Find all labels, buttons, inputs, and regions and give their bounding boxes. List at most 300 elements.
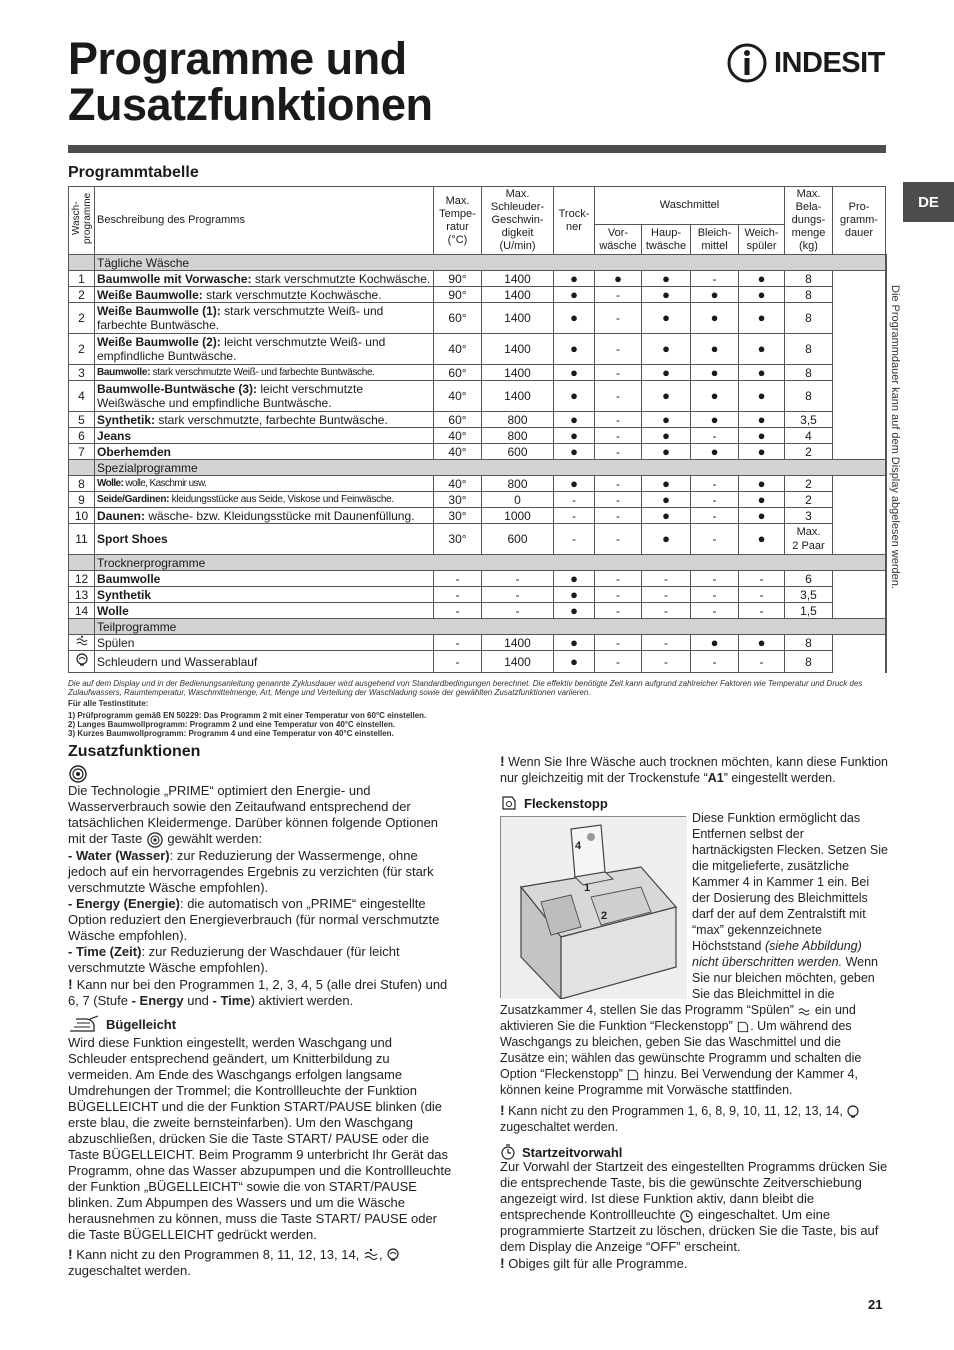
row-number: 4	[69, 381, 95, 412]
cell-soft: ●	[739, 492, 785, 508]
cell-pre: -	[595, 287, 642, 303]
cell-dry: ●	[554, 334, 595, 365]
table-row	[69, 492, 887, 508]
program-name: Baumwolle-Buntwäsche (3):	[97, 382, 258, 396]
cell-spin: 1400	[482, 635, 554, 651]
cell-main: ●	[642, 271, 691, 287]
cell-temp: 40°	[434, 444, 482, 460]
program-detail: wolle, Kaschmir usw.	[123, 477, 207, 489]
cell-bleach: -	[691, 603, 739, 619]
cell-pre: -	[595, 524, 642, 555]
cell-soft: ●	[739, 444, 785, 460]
ironing-text: Wird diese Funktion eingestellt, werden Waschgang und Schleuder entsprechend geändert, um Knitterbildung zu vermeiden. Am Ende des Waschgangs erfolgen langsame Umdrehungen der Trommel; die Kontrollleuchte der Funktion BÜGELLEICHT und die der Funktion START/PAUSE blinken (die erste blau, die zweite bernsteinfarben). Um den Waschgang abzuschließen, drücken Sie die Taste START/ PAUSE oder die Taste BÜGELLEICHT. Beim Programm 9 unterbricht Ihr Gerät das Programm, ohne das Wasser abzupumpen und die Kontrollleuchte der Funktion „BÜGELLEICHT“ sowie die von START/PAUSE blinken. Zum Abpumpen des Wassers und um die Wäsche herausnehmen zu können, muss die Taste START/ PAUSE oder die Taste BÜGELLEICHT gedrückt werden.	[68, 1034, 452, 1242]
cell-spin: 600	[482, 524, 554, 555]
table-row	[69, 524, 887, 555]
row-number: 3	[69, 365, 95, 381]
cell-bleach: ●	[691, 381, 739, 412]
cell-temp: 30°	[434, 492, 482, 508]
program-name: Daunen:	[97, 508, 145, 523]
section-title: Trocknerprogramme	[95, 555, 886, 571]
cell-main: -	[642, 635, 691, 651]
cell-bleach: -	[691, 651, 739, 673]
cell-pre: -	[595, 635, 642, 651]
row-description	[95, 334, 434, 365]
cell-main: -	[642, 571, 691, 587]
cell-main: -	[642, 651, 691, 673]
prime-warning: ! Kann nur bei den Programmen 1, 2, 3, 4, 5 (alle drei Stufen) und 6, 7 (Stufe - Energy und - Time) aktiviert werden.	[68, 975, 448, 1008]
cell-soft: ●	[739, 508, 785, 524]
cell-load: 2	[785, 444, 833, 460]
row-description	[95, 476, 434, 492]
prime-energy: - Energy (Energie): die automatisch von „PRIME“ eingestellte Option reduziert den Energieverbrauch (für normal verschmutzte Wäsche empfohlen).	[68, 895, 440, 943]
section-row	[69, 460, 887, 476]
row-number: 5	[69, 412, 95, 428]
cell-bleach: ●	[691, 412, 739, 428]
stain-text-full: Zusatzkammer 4, stellen Sie das Programm “Spülen” ein und aktivieren Sie die Funktion “Fleckenstopp” . Um während des Waschgangs zu bleichen, geben Sie das Waschmittel und die Zusätze ein; wählen das gewünschte Programm und schalten die Option “Fleckenstopp” hinzu. Bei Verwendung der Kammer 4, können keine Programme mit Vorwäsche stattfinden. ! Kann nicht zu den Programmen 1, 6, 8, 9, 10, 11, 12, 13, 14, zugeschaltet werden.	[500, 1002, 888, 1135]
cell-spin: 800	[482, 476, 554, 492]
cell-load: 2	[785, 492, 833, 508]
header-bleach: Bleich-mittel	[691, 225, 739, 255]
stain-heading: Fleckenstopp	[500, 794, 608, 812]
program-table	[68, 186, 901, 673]
row-description	[95, 381, 434, 412]
cell-bleach: -	[691, 492, 739, 508]
program-name: Synthetik	[97, 587, 152, 602]
table-row	[69, 571, 887, 587]
dispenser-diagram	[500, 816, 686, 998]
cell-main: ●	[642, 508, 691, 524]
cell-soft: -	[739, 651, 785, 673]
cell-dry: ●	[554, 635, 595, 651]
cell-main: ●	[642, 412, 691, 428]
row-number: 7	[69, 444, 95, 460]
cell-dry: ●	[554, 428, 595, 444]
cell-bleach: -	[691, 587, 739, 603]
section-row	[69, 255, 887, 271]
cell-dry: ●	[554, 303, 595, 334]
cell-pre: -	[595, 508, 642, 524]
row-description	[95, 508, 434, 524]
dispenser-illustration	[501, 817, 687, 999]
cell-temp: 40°	[434, 476, 482, 492]
row-number: 14	[69, 603, 95, 619]
cell-soft: ●	[739, 365, 785, 381]
cell-load: 3	[785, 508, 833, 524]
cell-main: ●	[642, 287, 691, 303]
cell-dry: -	[554, 508, 595, 524]
table-row	[69, 428, 887, 444]
table-row	[69, 381, 887, 412]
row-description	[95, 303, 434, 334]
cell-bleach: -	[691, 428, 739, 444]
cell-main: ●	[642, 476, 691, 492]
table-row	[69, 287, 887, 303]
row-number: 10	[69, 508, 95, 524]
cell-soft: -	[739, 587, 785, 603]
spin-icon	[386, 1248, 400, 1262]
cell-temp: -	[434, 571, 482, 587]
rinse-icon	[797, 1005, 811, 1017]
stain-icon	[626, 1068, 640, 1082]
cell-bleach: -	[691, 524, 739, 555]
cell-dry: -	[554, 524, 595, 555]
cell-main: ●	[642, 428, 691, 444]
cell-soft: ●	[739, 428, 785, 444]
cell-dry: ●	[554, 571, 595, 587]
row-number	[69, 651, 95, 673]
footnote-2: 2) Langes Baumwollprogramm: Programm 2 und eine Temperatur von 40°C einstellen.	[68, 720, 396, 729]
cell-load: 3,5	[785, 587, 833, 603]
cell-main: ●	[642, 444, 691, 460]
footnote-3: 3) Kurzes Baumwollprogramm: Programm 4 und eine Temperatur von 40°C einstellen.	[68, 729, 394, 738]
cell-pre: ●	[595, 271, 642, 287]
cell-main: ●	[642, 524, 691, 555]
cell-soft: ●	[739, 412, 785, 428]
cell-dry: ●	[554, 381, 595, 412]
program-name: Baumwolle	[97, 571, 161, 586]
cell-main: ●	[642, 303, 691, 334]
table-row	[69, 412, 887, 428]
cell-main: ●	[642, 492, 691, 508]
rinse-icon	[363, 1248, 379, 1262]
header-detergent: Waschmittel	[595, 187, 785, 225]
cell-spin: -	[482, 571, 554, 587]
cell-main: -	[642, 587, 691, 603]
cell-bleach: -	[691, 571, 739, 587]
program-name: Synthetik:	[97, 412, 156, 427]
row-number: 6	[69, 428, 95, 444]
table-row	[69, 365, 887, 381]
cell-soft: ●	[739, 334, 785, 365]
table-row	[69, 303, 887, 334]
cell-dry: ●	[554, 287, 595, 303]
extras-heading: Zusatzfunktionen	[68, 743, 201, 760]
cell-spin: -	[482, 603, 554, 619]
cell-temp: 30°	[434, 508, 482, 524]
cell-load: 8	[785, 651, 833, 673]
cell-temp: -	[434, 635, 482, 651]
table-row	[69, 603, 887, 619]
program-name: Jeans	[97, 428, 132, 443]
row-description	[95, 651, 434, 673]
row-description	[95, 365, 434, 381]
cell-load: 1,5	[785, 603, 833, 619]
program-name: Oberhemden	[97, 444, 172, 459]
cell-bleach: ●	[691, 287, 739, 303]
program-name: Schleudern und Wasserablauf	[97, 654, 258, 669]
cell-load: 8	[785, 381, 833, 412]
cell-dry: ●	[554, 365, 595, 381]
header-mainwash: Haup-twäsche	[642, 225, 691, 255]
table-row	[69, 508, 887, 524]
cell-main: ●	[642, 381, 691, 412]
row-number: 13	[69, 587, 95, 603]
cell-load: 8	[785, 271, 833, 287]
section-title: Spezialprogramme	[95, 460, 886, 476]
brand-logo-icon	[726, 42, 768, 84]
cell-soft: ●	[739, 381, 785, 412]
cell-soft: ●	[739, 303, 785, 334]
program-detail: leicht verschmutzte Weißwäsche und empfindliche Buntwäsche.	[97, 382, 364, 410]
program-detail: stark verschmutzte Kochwäsche.	[251, 271, 431, 286]
footnote-1: 1) Prüfprogramm gemäß EN 50229: Das Programm 2 mit einer Temperatur von 60°C einstellen.	[68, 711, 427, 720]
program-name: Baumwolle:	[97, 366, 151, 378]
header-rule	[68, 145, 886, 153]
label-4: 4	[575, 840, 582, 852]
cell-temp: 40°	[434, 334, 482, 365]
table-row	[69, 587, 887, 603]
prime-button-icon	[146, 832, 164, 848]
cell-temp: -	[434, 587, 482, 603]
program-name: Wolle:	[97, 477, 124, 489]
cell-spin: 600	[482, 444, 554, 460]
rinse-icon	[75, 635, 89, 647]
cell-temp: 90°	[434, 271, 482, 287]
cell-dry: -	[554, 492, 595, 508]
cell-load: 8	[785, 365, 833, 381]
row-description	[95, 587, 434, 603]
cell-pre: -	[595, 334, 642, 365]
row-description	[95, 571, 434, 587]
program-name: Weiße Baumwolle (1):	[97, 304, 221, 318]
cell-temp: 90°	[434, 287, 482, 303]
prime-water: - Water (Wasser): zur Reduzierung der Wassermenge, ohne jedoch auf ein hervorragendes Ergebnis zu verzichten (für stark verschmutzte Wäsche empfohlen).	[68, 847, 434, 895]
cell-pre: -	[595, 428, 642, 444]
cell-spin: 0	[482, 492, 554, 508]
row-description	[95, 492, 434, 508]
program-detail: wäsche- bzw. Kleidungsstücke mit Daunenfüllung.	[145, 508, 415, 523]
cell-spin: 1400	[482, 334, 554, 365]
cell-main: ●	[642, 334, 691, 365]
row-number: 9	[69, 492, 95, 508]
duration-note: Die Programmdauer kann auf dem Display abgelesen werden.	[886, 255, 887, 673]
cell-spin: 800	[482, 428, 554, 444]
page-number: 21	[868, 1297, 883, 1312]
row-description	[95, 287, 434, 303]
cell-soft: ●	[739, 635, 785, 651]
cell-spin: 1400	[482, 303, 554, 334]
cell-dry: ●	[554, 651, 595, 673]
cell-pre: -	[595, 571, 642, 587]
cell-soft: -	[739, 571, 785, 587]
cell-load: 3,5	[785, 412, 833, 428]
cell-pre: -	[595, 444, 642, 460]
table-row	[69, 651, 887, 673]
cell-dry: ●	[554, 587, 595, 603]
footnote-institutes: Für alle Testinstitute:	[68, 699, 149, 708]
dryer-note: ! Wenn Sie Ihre Wäsche auch trocknen möchten, kann diese Funktion nur gleichzeitig mit der Trockenstufe “A1” eingestellt werden.	[500, 753, 888, 785]
row-number: 12	[69, 571, 95, 587]
cell-dry: ●	[554, 476, 595, 492]
cell-pre: -	[595, 492, 642, 508]
brand-name: INDESIT	[774, 46, 885, 79]
cell-dry: ●	[554, 271, 595, 287]
cell-pre: -	[595, 587, 642, 603]
cell-temp: 60°	[434, 412, 482, 428]
cell-spin: -	[482, 587, 554, 603]
cell-load: 2	[785, 476, 833, 492]
row-description	[95, 428, 434, 444]
header-prewash: Vor-wäsche	[595, 225, 642, 255]
ironing-heading: Bügelleicht	[68, 1015, 452, 1035]
program-name: Spülen	[97, 635, 135, 650]
cell-soft: ●	[739, 287, 785, 303]
table-row	[69, 271, 887, 287]
cell-load: 6	[785, 571, 833, 587]
program-detail: leicht verschmutzte Weiß- und empfindliche Buntwäsche.	[97, 335, 386, 363]
cell-bleach: ●	[691, 635, 739, 651]
cell-dry: ●	[554, 444, 595, 460]
program-name: Weiße Baumwolle (2):	[97, 335, 221, 349]
header-load: Max. Bela-dungs-menge (kg)	[785, 187, 833, 255]
cell-dry: ●	[554, 412, 595, 428]
cell-temp: 30°	[434, 524, 482, 555]
header-spin: Max. Schleuder-Geschwin-digkeit (U/min)	[482, 187, 554, 255]
program-detail: stark verschmutzte Weiß- und farbechte Buntwäsche.	[150, 366, 375, 378]
cell-pre: -	[595, 603, 642, 619]
table-row	[69, 444, 887, 460]
cell-spin: 1400	[482, 365, 554, 381]
cell-soft: ●	[739, 524, 785, 555]
program-detail: stark verschmutzte Kochwäsche.	[202, 287, 382, 302]
header-duration: Pro-gramm-dauer	[833, 187, 886, 255]
cell-spin: 1400	[482, 651, 554, 673]
cell-load: 8	[785, 303, 833, 334]
stain-warning: ! Kann nicht zu den Programmen 1, 6, 8, 9, 10, 11, 12, 13, 14, zugeschaltet werden.	[500, 1102, 888, 1135]
title-line-2: Zusatzfunktionen	[68, 79, 433, 130]
cell-spin: 1400	[482, 381, 554, 412]
row-number: 2	[69, 334, 95, 365]
cell-bleach: ●	[691, 444, 739, 460]
cell-spin: 1400	[482, 287, 554, 303]
cell-temp: -	[434, 651, 482, 673]
label-1: 1	[584, 882, 591, 894]
cell-temp: 40°	[434, 428, 482, 444]
table-row	[69, 476, 887, 492]
cell-pre: -	[595, 476, 642, 492]
row-description	[95, 603, 434, 619]
cell-load: 8	[785, 334, 833, 365]
spin-icon	[75, 653, 89, 667]
cell-bleach: ●	[691, 303, 739, 334]
header-prog: Wasch-programme	[69, 187, 95, 255]
brand-logo	[726, 42, 885, 84]
stain-icon	[500, 794, 518, 812]
cell-load: 4	[785, 428, 833, 444]
row-number: 11	[69, 524, 95, 555]
cell-pre: -	[595, 412, 642, 428]
program-name: Baumwolle mit Vorwasche:	[97, 271, 252, 286]
program-detail: stark verschmutzte, farbechte Buntwäsche.	[155, 412, 388, 427]
stain-text-right: Diese Funktion ermöglicht das Entfernen selbst der hartnäckigsten Flecken. Setzen Sie die mitgelieferte, zusätzliche Kammer 4 in Kammer 1 ein. Bei der Dosierung des Bleichmittels darf der auf dem Zentralstift mit “max” gekennzeichnete Höchststand (siehe Abbildung) nicht überschritten werden. Wenn Sie nur bleichen möchten, geben Sie das Bleichmittel in die	[692, 811, 888, 1001]
cell-spin: 800	[482, 412, 554, 428]
cell-bleach: -	[691, 508, 739, 524]
cell-soft: -	[739, 603, 785, 619]
label-2: 2	[601, 910, 608, 922]
cell-main: -	[642, 603, 691, 619]
section-title: Teilprogramme	[95, 619, 886, 635]
cell-spin: 1400	[482, 271, 554, 287]
iron-icon	[68, 1015, 100, 1035]
table-heading: Programmtabelle	[68, 164, 199, 181]
header-desc: Beschreibung des Programms	[95, 187, 434, 255]
cell-load: Max. 2 Paar	[785, 524, 833, 555]
row-description	[95, 444, 434, 460]
stain-icon	[736, 1020, 750, 1034]
row-description	[95, 524, 434, 555]
row-description	[95, 271, 434, 287]
row-number: 2	[69, 287, 95, 303]
cell-pre: -	[595, 651, 642, 673]
row-number	[69, 635, 95, 651]
language-tab: DE	[903, 182, 954, 222]
title-line-1: Programme und	[68, 33, 407, 84]
table-row	[69, 334, 887, 365]
page-title	[68, 33, 433, 130]
cell-spin: 1000	[482, 508, 554, 524]
header-temp: Max. Tempe-ratur (°C)	[434, 187, 482, 255]
cell-load: 8	[785, 287, 833, 303]
cell-main: ●	[642, 365, 691, 381]
cell-bleach: ●	[691, 334, 739, 365]
extras-left-column	[68, 765, 452, 1279]
program-name: Weiße Baumwolle:	[97, 287, 203, 302]
row-description	[95, 635, 434, 651]
row-description	[95, 412, 434, 428]
cell-soft: ●	[739, 476, 785, 492]
cell-soft: ●	[739, 271, 785, 287]
delay-warning: ! Obiges gilt für alle Programme.	[500, 1255, 688, 1272]
section-row	[69, 619, 887, 635]
delay-heading: Startzeitvorwahl	[500, 1144, 622, 1160]
cell-pre: -	[595, 303, 642, 334]
cell-temp: 40°	[434, 381, 482, 412]
header-dryer: Trock-ner	[554, 187, 595, 255]
prime-icon	[68, 765, 88, 783]
ironing-warning: ! Kann nicht zu den Programmen 8, 11, 12, 13, 14, , zugeschaltet werden.	[68, 1246, 452, 1279]
cell-bleach: -	[691, 271, 739, 287]
program-detail: stark verschmutzte Weiß- und farbechte Buntwäsche.	[97, 304, 384, 332]
prime-time: - Time (Zeit): zur Reduzierung der Waschdauer (für leicht verschmutzte Wäsche empfohlen).	[68, 943, 400, 975]
program-detail: kleidungsstücke aus Seide, Viskose und Feinwäsche.	[169, 493, 394, 505]
cell-load: 8	[785, 635, 833, 651]
section-title: Tägliche Wäsche	[95, 255, 886, 271]
cell-bleach: -	[691, 476, 739, 492]
spin-icon	[846, 1105, 860, 1119]
cell-bleach: ●	[691, 365, 739, 381]
cell-temp: 60°	[434, 365, 482, 381]
row-number: 1	[69, 271, 95, 287]
delay-text: Zur Vorwahl der Startzeit des eingestellten Programms drücken Sie die entsprechende Taste, bis die gewünschte Zeitverschiebung angezeigt wird. Ist diese Funktion aktiv, dann bleibt die entsprechende Kontrollleuchte eingeschaltet. Um eine programmierte Startzeit zu löschen, drücken Sie die Taste, bis auf dem Display die Anzeige “OFF” erscheint. ! Obiges gilt für alle Programme.	[500, 1159, 888, 1272]
footnote-general: Die auf dem Display und in der Bedienungsanleitung genannte Zyklusdauer wird ausgehend von Standardbedingungen berechnet. Die effektiv benötigte Zeit kann aufgrund zahlreicher Faktoren wie Temperatur und Druck des Zulaufwassers, Raumtemperatur, Waschmittelmenge, Art, Menge und Verteilung der Waschladung sowie der gewählten Zusatzfunktionen variieren.	[68, 679, 863, 697]
cell-dry: ●	[554, 603, 595, 619]
section-row	[69, 555, 887, 571]
cell-temp: 60°	[434, 303, 482, 334]
row-number: 8	[69, 476, 95, 492]
cell-temp: -	[434, 603, 482, 619]
program-name: Seide/Gardinen:	[97, 493, 170, 505]
header-softener: Weich-spüler	[739, 225, 785, 255]
program-name: Wolle	[97, 603, 129, 618]
program-name: Sport Shoes	[97, 532, 168, 546]
row-number: 2	[69, 303, 95, 334]
cell-pre: -	[595, 365, 642, 381]
cell-pre: -	[595, 381, 642, 412]
clock-icon	[500, 1144, 516, 1160]
prime-intro: Die Technologie „PRIME“ optimiert den Energie- und Wasserverbrauch sowie den Zeitaufwand entsprechend der tatsächlichen Kleidermenge. Darüber können folgende Optionen mit der Taste gewählt werden:	[68, 783, 439, 846]
table-row	[69, 635, 887, 651]
clock-icon	[679, 1208, 694, 1223]
